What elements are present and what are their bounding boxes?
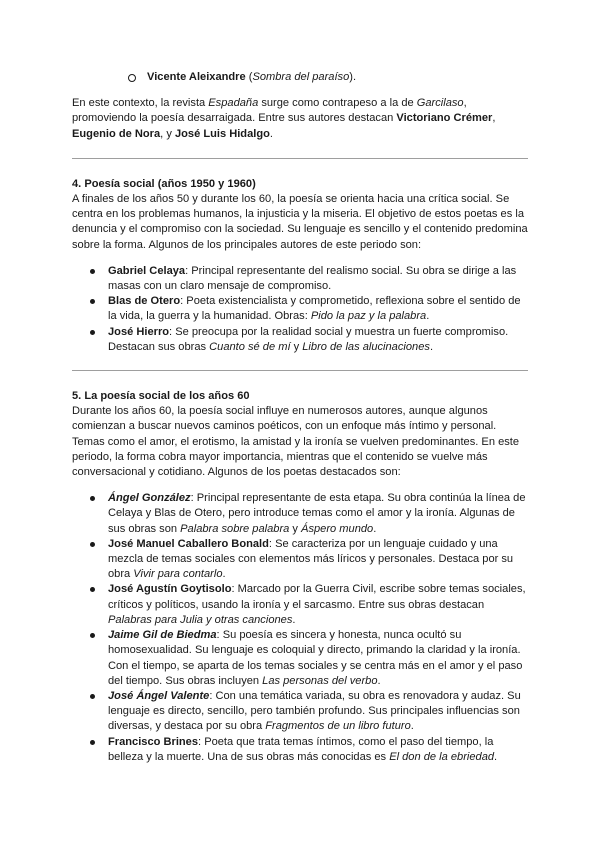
work-title: Las personas del verbo [262,674,378,687]
text: . [222,568,226,581]
section-5-heading: 5. La poesía social de los años 60 [72,390,250,403]
work-title: El don de la ebriedad [389,750,495,763]
text: : Su poesía es sincera y honesta, nunca ocultó su homosexualidad. Su lenguaje es coloquial y directo, primando la claridad y la ironía. Con el tiempo, se aparta de los temas sociales y se centra más en el amor y el paso del tiempo. Sus obras incluyen [108,629,523,687]
list-item [90,735,528,765]
work-title: Pido la paz y la palabra [310,310,427,323]
section-4-body: A finales de los años 50 y durante los 60, la poesía se orienta hacia una crítica social. Se centra en los problemas humanos, la injusticia y la miseria. El objetivo de estos poetas es la denuncia y el compromiso con la sociedad. Su lenguaje es sencillo y el contenido predomina sobre la forma. Algunos de los principales autores de este periodo son: [72,193,528,251]
text: : Se preocupa por la realidad social y muestra un fuerte compromiso. Destacan sus obras [108,325,509,353]
bullet-icon [90,330,95,335]
author-name: Eugenio de Nora [72,127,161,140]
text: surge como contrapeso a la de [258,97,417,110]
text: . [410,720,414,733]
bullet-icon [90,542,95,547]
author-name: Victoriano Crémer [396,112,493,125]
document-content [72,70,528,775]
work-title: Vivir para contarlo [133,568,223,581]
hollow-circle-bullet-icon [128,74,136,82]
list-item [90,264,528,294]
author-name: José Luis Hidalgo [174,127,270,140]
work-title: Libro de las alucinaciones [302,340,430,353]
author-name: Francisco Brines [108,735,199,748]
bullet-icon [90,299,95,304]
bullet-icon [90,694,95,699]
sub-list-item [72,70,528,85]
magazine-title: Espadaña [208,97,259,110]
bullet-icon [90,496,95,501]
work-title: Fragmentos de un libro futuro [265,720,411,733]
work-title: Áspero mundo [301,522,374,535]
list-item [90,689,528,735]
text: . [494,750,498,763]
list-item [90,582,528,628]
context-paragraph [72,96,528,142]
horizontal-divider [72,370,528,371]
text: . [373,522,377,535]
text: , [492,112,496,125]
list-item [90,628,528,689]
spacer [72,355,528,370]
work-title: Palabras para Julia y otras canciones [108,613,293,626]
bullet-icon [90,587,95,592]
text: , promoviendo la poesía desarraigada. Entre sus autores destacan [72,97,467,125]
text: : Se caracteriza por un lenguaje cuidado y una mezcla de temas sociales con elementos más líricos y personales. Destaca por su obra [108,537,514,581]
text: En este contexto, la revista [72,97,209,110]
list-item [90,325,528,355]
text: : Principal representante del realismo social. Su obra se dirige a las masas con un claro mensaje de compromiso. [108,264,517,293]
author-name: Blas de Otero [108,295,181,308]
text: : Principal representante de esta etapa. Su obra continúa la línea de Celaya y Blas de Otero, pero introduce temas como el amor y la ironía. Algunas de sus obras son [108,492,526,535]
text: : Poeta existencialista y comprometido, reflexiona sobre el sentido de la vida, la guerra y la humanidad. Obras: [108,295,521,323]
work-title: Sombra del paraíso [252,71,350,83]
list-item [90,537,528,583]
text: y [290,340,303,353]
text: : Marcado por la Guerra Civil, escribe sobre temas sociales, críticos y políticos, usando la ironía y el sarcasmo. Entre sus obras destacan [108,583,526,611]
text: . [426,310,430,323]
author-name: José Ángel Valente [108,689,210,702]
text: ). [349,71,357,83]
text: . [292,613,296,626]
text: ( [245,71,253,83]
horizontal-divider [72,158,528,159]
author-name: Ángel González [108,492,191,505]
author-name: Vicente Aleixandre [147,71,246,83]
sub-list-text [147,70,356,85]
bullet-icon [90,633,95,638]
bullet-icon [90,740,95,745]
bullet-icon [90,269,95,274]
section-5-body: Durante los años 60, la poesía social influye en numerosos autores, aunque algunos comienzan a buscar nuevos caminos poéticos, con un enfoque más íntimo y personal. Temas como el amor, el erotismo, la amistad y la ironía se vuelven predominantes. En este periodo, la forma cobra mayor importancia, mientras que el contenido se vuelve más conversacional y cotidiano. Algunos de los poetas destacados son: [72,405,520,479]
author-name: José Agustín Goytisolo [108,583,232,596]
text: . [377,674,381,687]
spacer [72,765,528,775]
text: : Poeta que trata temas íntimos, como el paso del tiempo, la belleza y la muerte. Una de sus obras más conocidas es [108,735,494,763]
section-4-heading: 4. Poesía social (años 1950 y 1960) [72,177,256,190]
section-5-author-list [72,491,528,765]
author-name: Jaime Gil de Biedma [108,629,217,642]
magazine-title: Garcilaso [416,97,464,110]
list-item [90,491,528,537]
text: . [269,127,273,140]
text: . [429,340,434,353]
author-name: José Manuel Caballero Bonald [108,537,269,550]
work-title: Palabra sobre palabra [180,522,290,535]
author-name: José Hierro [108,325,170,338]
work-title: Cuanto sé de mí [209,340,291,353]
text: y [289,522,302,535]
list-item [90,294,528,324]
author-name: Gabriel Celaya [108,264,186,277]
text: : Con una temática variada, su obra es renovadora y audaz. Su lenguaje es directo, sencillo, pero también profundo. Sus principales influencias son diversas, y destaca por su obra [108,689,521,733]
section-4-author-list [72,264,528,355]
text: , y [160,127,175,140]
